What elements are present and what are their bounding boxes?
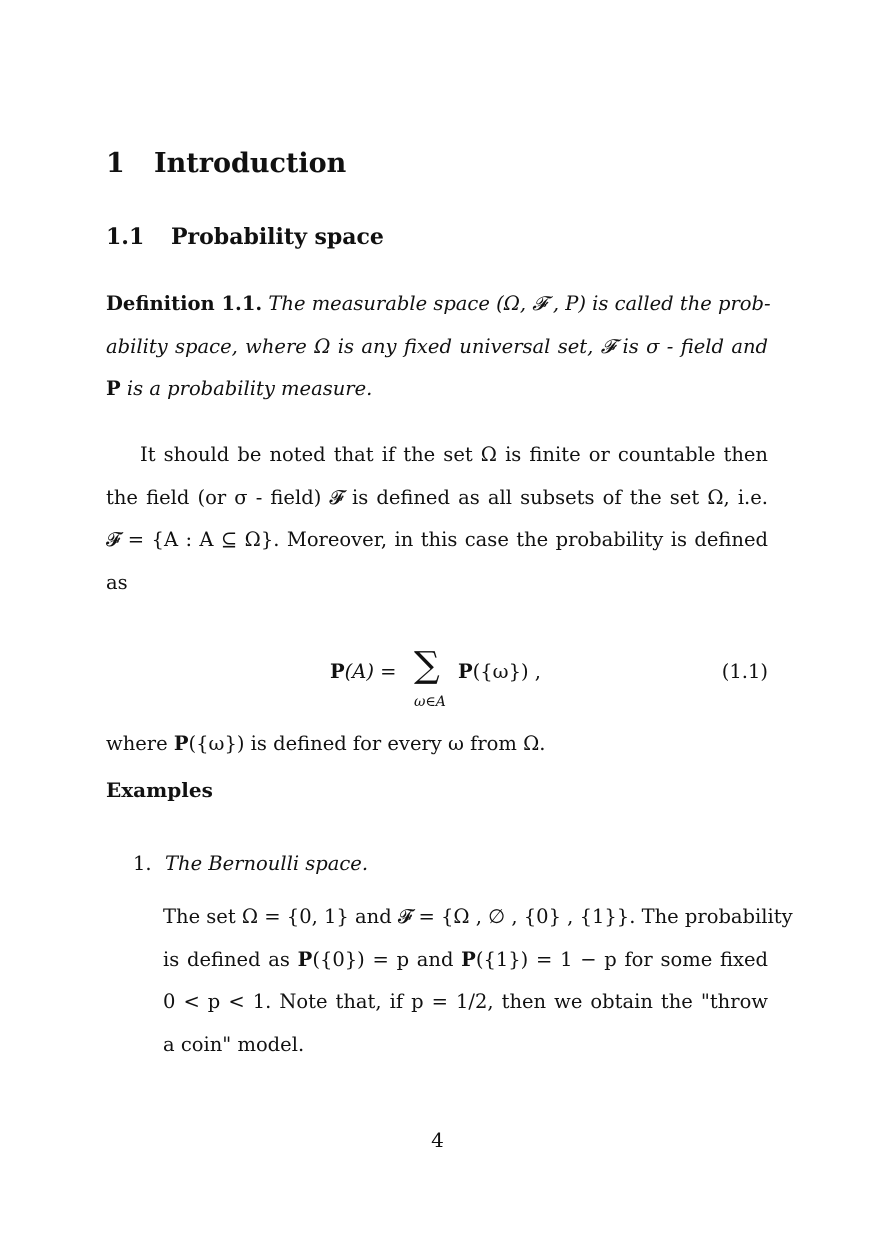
equation-rhs-text: ({ω}) , [472,660,541,683]
equation-number: (1.1) [721,660,768,683]
text-span: ({0}) = p and [312,947,454,971]
equation-lhs [330,660,397,683]
measure-symbol: P [458,660,473,683]
subsection-number: 1.1 [106,224,145,250]
list-item-title: The Bernoulli space. [165,852,369,875]
sum-subscript: ω∈A [414,694,446,710]
equation-1-1 [330,645,768,720]
definition-label: Definition 1.1. [106,292,263,315]
text-span: ({1}) = 1 − p for some fixed [475,947,768,971]
examples-heading: Examples [106,778,213,802]
paragraph-line: 0 < p < 1. Note that, if p = 1/2, then we obtain the "throw [163,990,768,1013]
body-paragraph [106,434,768,604]
page-number: 4 [431,1128,444,1152]
definition-line: ability space, where Ω is any fixed universal set, 𝓕 is σ - field and [106,334,768,358]
definition-line [106,283,771,326]
equation-rhs [458,660,541,683]
measure-symbol: P [461,947,476,971]
paragraph-line: as [106,570,128,594]
section-number: 1 [106,148,125,179]
equation-lhs-text: (A) = [344,660,397,683]
list-item-body [163,896,793,1066]
paragraph-line: It should be noted that if the set Ω is finite or countable then [140,443,768,466]
paragraph-line: The set Ω = {0, 1} and 𝓕 = {Ω , ∅ , {0} , {1}}. The probability [163,905,793,928]
sum-symbol: ∑ [414,645,440,686]
definition-text: The measurable space (Ω, 𝓕 , P) is called the prob- [268,292,771,315]
subsection-title: Probability space [171,224,384,250]
paragraph-line: a coin" model. [163,1032,305,1056]
paragraph-line: the field (or σ - field) 𝓕 is defined as all subsets of the set Ω, i.e. [106,485,768,509]
paragraph-line [163,939,768,982]
subsection-heading [106,224,384,250]
paragraph-line: 𝓕 = {A : A ⊆ Ω}. Moreover, in this case the probability is defined [106,528,768,551]
paragraph-line [106,723,768,766]
definition-text: is a probability measure. [126,377,373,400]
after-equation-text [106,723,768,766]
list-item-number: 1. [133,852,152,875]
measure-symbol: P [106,377,121,400]
text-span: ({ω}) is defined for every ω from Ω. [188,732,546,755]
text-span: is defined as [163,947,290,971]
text-span: where [106,732,168,755]
measure-symbol: P [173,732,189,755]
definition-block [106,283,771,411]
list-item [133,852,368,875]
definition-line [106,368,768,411]
section-title: Introduction [154,148,347,179]
measure-symbol: P [297,947,313,971]
section-heading [106,148,346,179]
measure-symbol: P [330,660,345,683]
